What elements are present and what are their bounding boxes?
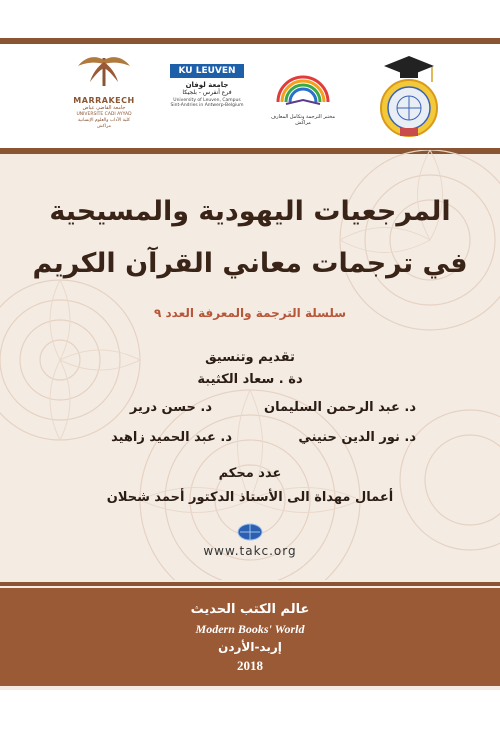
series-label: سلسلة الترجمة والمعرفة العدد ٩: [153, 306, 347, 320]
kul-en-line1: University of Leuven, Campus: [173, 98, 241, 103]
lab-line2: مراكش: [295, 120, 311, 126]
publisher-name-ar: عالم الكتب الحديث: [190, 602, 310, 617]
takc-globe-icon: [236, 522, 264, 542]
website-link[interactable]: www.takc.org: [203, 544, 297, 558]
marrakech-name: MARRAKECH: [73, 96, 135, 105]
issue-label: عدد محكم: [218, 466, 282, 481]
publication-year: 2018: [237, 658, 263, 673]
kul-en-line2: Sint-Andries in Antwerp-Belgium: [170, 103, 244, 108]
dedication: أعمال مهداة الى الأستاذ الدكتور أحمد شحلان: [106, 490, 394, 505]
ku-leuven-name: KU LEUVEN: [170, 64, 244, 78]
bottom-white-band: [0, 690, 500, 732]
kul-ar-line2: فرع أنفرس - بلجيكا: [182, 89, 232, 96]
bottom-divider: [0, 582, 500, 586]
ku-leuven-logo: [170, 64, 244, 134]
author-2: د. حسن درير: [129, 400, 212, 415]
marrakech-line3: كلية الآداب والعلوم الإنسانية: [77, 118, 131, 123]
lab-line1: مختبر الترجمة وتكامل المعارف: [270, 114, 336, 120]
publisher-city: إربد-الأردن: [218, 640, 282, 654]
top-white-band: [0, 0, 500, 42]
intro-label: تقديم وتنسيق: [205, 350, 295, 365]
translation-lab-logo: [266, 72, 340, 138]
marrakech-university-logo: [68, 52, 140, 138]
publisher-band: [0, 588, 500, 686]
title-line-1: المرجعيات اليهودية والمسيحية: [49, 196, 451, 227]
coordinator-name: دة . سعاد الكثيبة: [197, 372, 303, 387]
marrakech-line4: مراكش: [96, 124, 112, 129]
logo-strip: [0, 44, 500, 148]
kul-ar-line1: جامعة لوفان: [185, 81, 229, 89]
palm-icon: [68, 52, 140, 92]
publisher-name-en: Modern Books' World: [195, 622, 305, 636]
author-4: د. عبد الحميد زاهيد: [111, 430, 232, 445]
rainbow-book-icon: [266, 72, 340, 108]
author-1: د. عبد الرحمن السليمان: [264, 400, 416, 415]
author-3: د. نور الدين حنيني: [298, 430, 416, 445]
graduation-seal-icon: [372, 52, 446, 142]
marrakech-line1: جامعة القاضي عياض: [82, 105, 126, 111]
seal-logo: [372, 52, 446, 142]
marrakech-line2: UNIVERSITE CADI AYYAD: [76, 112, 132, 117]
title-line-2: في ترجمات معاني القرآن الكريم: [32, 248, 468, 279]
